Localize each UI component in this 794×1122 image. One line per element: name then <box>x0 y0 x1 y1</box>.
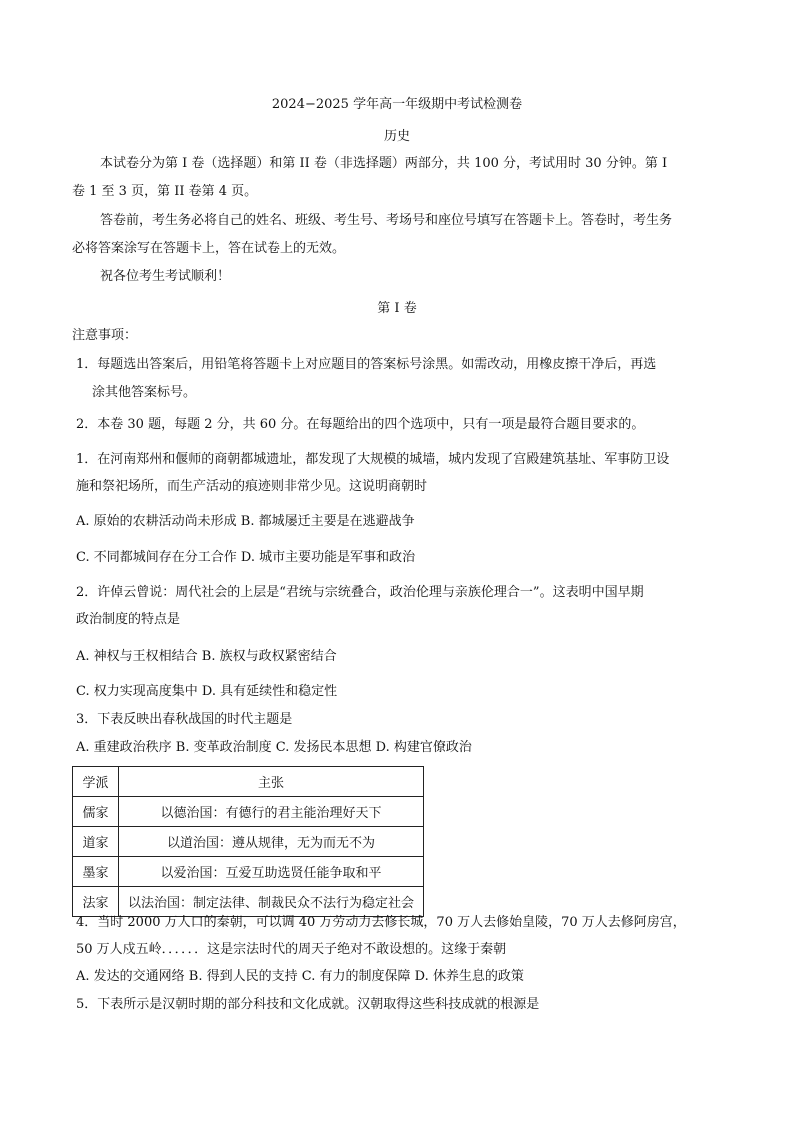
table-cell-claim: 以德治国：有德行的君主能治理好天下 <box>119 797 424 827</box>
question-4-line-2: 50 万人戍五岭．．．．．．这是宗法时代的周天子绝对不敢设想的。这缘于秦朝 <box>76 942 507 957</box>
table-cell-claim: 以道治国：遵从规律，无为而无不为 <box>119 827 424 857</box>
intro-paragraph-1-line-2: 卷 1 至 3 页，第 II 卷第 4 页。 <box>72 184 258 199</box>
intro-paragraph-2-line-2: 必将答案涂写在答题卡上，答在试卷上的无效。 <box>72 241 346 256</box>
table-header-cell: 主张 <box>119 767 424 797</box>
question-2-line-1: 2．许倬云曾说：周代社会的上层是“君统与宗统叠合，政治伦理与亲族伦理合一”。这表明中国早期 <box>76 585 644 600</box>
question-2-options-cd: C. 权力实现高度集中 D. 具有延续性和稳定性 <box>76 684 338 699</box>
question-4-line-1: 4．当时 2000 万人口的秦朝，可以调 40 万劳动力去修长城，70 万人去修始皇陵，70 万人去修阿房宫， <box>76 915 686 930</box>
intro-paragraph-1-line-1: 本试卷分为第 I 卷（选择题）和第 II 卷（非选择题）两部分，共 100 分，考试用时 30 分钟。第 I <box>100 156 668 171</box>
subject-title: 历史 <box>383 129 410 144</box>
table-row <box>73 797 424 827</box>
table-row <box>73 887 424 917</box>
table-cell-school: 道家 <box>73 827 119 857</box>
table-cell-school: 法家 <box>73 887 119 917</box>
question-2-line-2: 政治制度的特点是 <box>76 612 181 627</box>
table-cell-claim: 以法治国：制定法律、制裁民众不法行为稳定社会 <box>119 887 424 917</box>
note-2: 2．本卷 30 题，每题 2 分，共 60 分。在每题给出的四个选项中，只有一项是最符合题目要求的。 <box>76 417 645 432</box>
question-1-line-1: 1．在河南郑州和偃师的商朝都城遗址，都发现了大规模的城墙，城内发现了宫殿建筑基址、军事防卫设 <box>76 452 670 467</box>
exam-title: 2024−2025 学年高一年级期中考试检测卷 <box>271 97 523 112</box>
table-cell-school: 儒家 <box>73 797 119 827</box>
notes-heading: 注意事项： <box>72 328 138 343</box>
question-3-stem: 3．下表反映出春秋战国的时代主题是 <box>76 712 293 727</box>
question-2-options-ab: A. 神权与王权相结合 B. 族权与政权紧密结合 <box>76 649 337 664</box>
table-cell-claim: 以爱治国：互爱互助选贤任能争取和平 <box>119 857 424 887</box>
table-row <box>73 827 424 857</box>
question-3-options: A. 重建政治秩序 B. 变革政治制度 C. 发扬民本思想 D. 构建官僚政治 <box>76 740 472 755</box>
question-1-line-2: 施和祭祀场所，而生产活动的痕迹则非常少见。这说明商朝时 <box>76 479 428 494</box>
table-header-row <box>73 767 424 797</box>
intro-wishes: 祝各位考生考试顺利！ <box>100 269 231 284</box>
question-5-stem: 5．下表所示是汉朝时期的部分科技和文化成就。汉朝取得这些科技成就的根源是 <box>76 997 540 1012</box>
table-cell-school: 墨家 <box>73 857 119 887</box>
question-4-options: A. 发达的交通网络 B. 得到人民的支持 C. 有力的制度保障 D. 休养生息的政策 <box>76 969 524 984</box>
table-row <box>73 857 424 887</box>
schools-table <box>72 766 424 917</box>
question-1-options-cd: C. 不同都城间存在分工合作 D. 城市主要功能是军事和政治 <box>76 550 416 565</box>
note-1-line-2: 涂其他答案标号。 <box>92 385 197 400</box>
note-1-line-1: 1．每题选出答案后，用铅笔将答题卡上对应题目的答案标号涂黑。如需改动，用橡皮擦干净后，再选 <box>76 357 657 372</box>
table-header-cell: 学派 <box>73 767 119 797</box>
section-title: 第 I 卷 <box>377 301 417 316</box>
intro-paragraph-2-line-1: 答卷前，考生务必将自己的姓名、班级、考生号、考场号和座位号填写在答题卡上。答卷时，考生务 <box>100 213 673 228</box>
question-1-options-ab: A. 原始的农耕活动尚未形成 B. 都城屡迁主要是在逃避战争 <box>76 514 415 529</box>
